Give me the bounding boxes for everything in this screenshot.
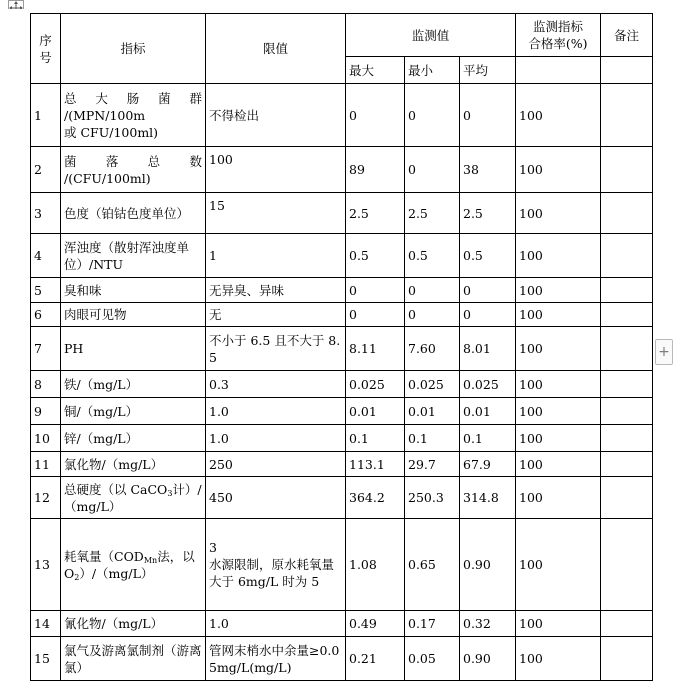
cell-avg: 2.5: [460, 193, 516, 234]
cell-rate: 100: [516, 425, 601, 452]
cell-avg: 0.1: [460, 425, 516, 452]
cell-avg: 0: [460, 84, 516, 147]
cell-max: 2.5: [346, 193, 405, 234]
plus-icon: +: [658, 344, 670, 360]
cell-rate: 100: [516, 327, 601, 371]
cell-max: 0.21: [346, 637, 405, 681]
table-row: [31, 477, 653, 519]
header-monitor: 监测值: [346, 14, 516, 57]
cell-avg: 8.01: [460, 327, 516, 371]
table-row: [31, 193, 653, 234]
cell-max: 8.11: [346, 327, 405, 371]
cell-min: 0: [405, 147, 460, 193]
cell-limit: 1.0: [206, 611, 346, 637]
cell-min: 2.5: [405, 193, 460, 234]
cell-max: 0.49: [346, 611, 405, 637]
cell-min: 0.65: [405, 519, 460, 611]
cell-max: 0.025: [346, 371, 405, 398]
table-row: [31, 303, 653, 327]
cell-no: 14: [31, 611, 61, 637]
indicator-text-cont: 计）/（mg/L）: [64, 481, 202, 514]
cell-indicator: 氯气及游离氯制剂（游离氯）: [61, 637, 206, 681]
cell-rate: 100: [516, 519, 601, 611]
cell-max: 0.5: [346, 234, 405, 278]
cell-limit: 3 水源限制，原水耗氧量大于 6mg/L 时为 5: [206, 519, 346, 611]
cell-indicator: 菌落总数 /(CFU/100ml): [61, 147, 206, 193]
cell-limit: 15: [206, 193, 346, 234]
cell-max: 0.1: [346, 425, 405, 452]
cell-rate: 100: [516, 303, 601, 327]
cell-min: 0: [405, 84, 460, 147]
cell-remark: [601, 519, 653, 611]
cell-indicator: 色度（铂钴色度单位）: [61, 193, 206, 234]
table-row: [31, 147, 653, 193]
cell-indicator: 铜/（mg/L）: [61, 398, 206, 425]
table-row: [31, 611, 653, 637]
cell-limit: 1.0: [206, 425, 346, 452]
cell-limit: 1: [206, 234, 346, 278]
table-row: [31, 425, 653, 452]
cell-avg: 0: [460, 278, 516, 303]
cell-min: 0.5: [405, 234, 460, 278]
cell-avg: 0.025: [460, 371, 516, 398]
cell-rate: 100: [516, 147, 601, 193]
header-rate: 监测指标 合格率(%): [516, 14, 601, 57]
table-row: [31, 519, 653, 611]
header-remark: 备注: [601, 14, 653, 57]
cell-rate: 100: [516, 234, 601, 278]
cell-rate: 100: [516, 371, 601, 398]
cell-no: 3: [31, 193, 61, 234]
indicator-text-end: ）/（mg/L）: [79, 565, 154, 581]
cell-limit: 1.0: [206, 398, 346, 425]
indicator-text: 总硬度（以 CaCO: [64, 481, 168, 497]
cell-remark: [601, 193, 653, 234]
header-indicator: 指标: [61, 14, 206, 84]
water-quality-table: [30, 13, 653, 681]
cell-max: 0: [346, 84, 405, 147]
cell-indicator: [61, 519, 206, 611]
cell-no: 2: [31, 147, 61, 193]
cell-limit: 不小于 6.5 且不大于 8.5: [206, 327, 346, 371]
cell-max: 0: [346, 303, 405, 327]
cell-remark: [601, 477, 653, 519]
subscript-2: 2: [74, 572, 80, 582]
cell-max: 1.08: [346, 519, 405, 611]
cell-remark: [601, 425, 653, 452]
header-remark-blank: [601, 57, 653, 84]
cell-min: 0.1: [405, 425, 460, 452]
indicator-text: 耗氧量（COD: [64, 548, 144, 564]
cell-limit: 450: [206, 477, 346, 519]
cell-avg: 0.32: [460, 611, 516, 637]
cell-rate: 100: [516, 611, 601, 637]
cell-avg: 314.8: [460, 477, 516, 519]
cell-no: 1: [31, 84, 61, 147]
cell-indicator: 肉眼可见物: [61, 303, 206, 327]
cell-limit: 250: [206, 452, 346, 477]
cell-limit: 100: [206, 147, 346, 193]
cell-limit: 0.3: [206, 371, 346, 398]
header-limit: 限值: [206, 14, 346, 84]
cell-avg: 0.5: [460, 234, 516, 278]
cell-remark: [601, 303, 653, 327]
cell-avg: 0.90: [460, 637, 516, 681]
cell-rate: 100: [516, 193, 601, 234]
header-min: 最小: [405, 57, 460, 84]
cell-remark: [601, 327, 653, 371]
cell-min: 7.60: [405, 327, 460, 371]
table-row: [31, 398, 653, 425]
header-seq: 序 号: [31, 14, 61, 84]
cell-rate: 100: [516, 84, 601, 147]
cell-no: 4: [31, 234, 61, 278]
indicator-text-cont: 法，以 O: [64, 548, 195, 581]
cell-min: 29.7: [405, 452, 460, 477]
cell-limit: 无异臭、异味: [206, 278, 346, 303]
table-row: [31, 234, 653, 278]
cell-rate: 100: [516, 398, 601, 425]
cell-indicator: 臭和味: [61, 278, 206, 303]
cell-remark: [601, 278, 653, 303]
cell-min: 0: [405, 278, 460, 303]
table-row: [31, 84, 653, 147]
cell-indicator: 锌/（mg/L）: [61, 425, 206, 452]
cell-rate: 100: [516, 278, 601, 303]
cell-no: 13: [31, 519, 61, 611]
cell-min: 0.01: [405, 398, 460, 425]
cell-no: 8: [31, 371, 61, 398]
table-move-handle-icon[interactable]: [8, 0, 24, 9]
cell-max: 113.1: [346, 452, 405, 477]
cell-no: 9: [31, 398, 61, 425]
cell-rate: 100: [516, 452, 601, 477]
table-row: [31, 327, 653, 371]
cell-min: 0.025: [405, 371, 460, 398]
table-row: [31, 452, 653, 477]
add-column-button[interactable]: [655, 339, 673, 365]
cell-min: 0.17: [405, 611, 460, 637]
cell-min: 250.3: [405, 477, 460, 519]
cell-avg: 67.9: [460, 452, 516, 477]
cell-avg: 0.01: [460, 398, 516, 425]
cell-no: 7: [31, 327, 61, 371]
header-rate-blank: [516, 57, 601, 84]
cell-no: 12: [31, 477, 61, 519]
cell-rate: 100: [516, 477, 601, 519]
subscript: 3: [167, 488, 173, 498]
table-row: [31, 637, 653, 681]
cell-max: 0.01: [346, 398, 405, 425]
cell-indicator: 铁/（mg/L）: [61, 371, 206, 398]
cell-indicator: PH: [61, 327, 206, 371]
cell-limit: 无: [206, 303, 346, 327]
header-avg: 平均: [460, 57, 516, 84]
cell-no: 11: [31, 452, 61, 477]
table-row: [31, 371, 653, 398]
cell-remark: [601, 371, 653, 398]
cell-remark: [601, 452, 653, 477]
cell-rate: 100: [516, 637, 601, 681]
cell-indicator: 浑浊度（散射浑浊度单位）/NTU: [61, 234, 206, 278]
cell-remark: [601, 637, 653, 681]
cell-remark: [601, 398, 653, 425]
cell-remark: [601, 234, 653, 278]
cell-remark: [601, 611, 653, 637]
cell-max: 0: [346, 278, 405, 303]
cell-avg: 38: [460, 147, 516, 193]
cell-remark: [601, 147, 653, 193]
cell-avg: 0.90: [460, 519, 516, 611]
cell-max: 89: [346, 147, 405, 193]
cell-remark: [601, 84, 653, 147]
cell-indicator: 氰化物/（mg/L）: [61, 611, 206, 637]
header-max: 最大: [346, 57, 405, 84]
cell-no: 15: [31, 637, 61, 681]
cell-indicator: [61, 477, 206, 519]
cell-indicator: 总大肠菌群 /(MPN/100m 或 CFU/100ml): [61, 84, 206, 147]
subscript: Mn: [143, 555, 158, 565]
cell-no: 5: [31, 278, 61, 303]
cell-limit: 管网末梢水中余量≥0.05mg/L(mg/L): [206, 637, 346, 681]
cell-indicator: 氯化物/（mg/L）: [61, 452, 206, 477]
table-row: [31, 278, 653, 303]
cell-avg: 0: [460, 303, 516, 327]
cell-max: 364.2: [346, 477, 405, 519]
cell-min: 0.05: [405, 637, 460, 681]
cell-no: 6: [31, 303, 61, 327]
cell-limit: 不得检出: [206, 84, 346, 147]
cell-no: 10: [31, 425, 61, 452]
cell-min: 0: [405, 303, 460, 327]
